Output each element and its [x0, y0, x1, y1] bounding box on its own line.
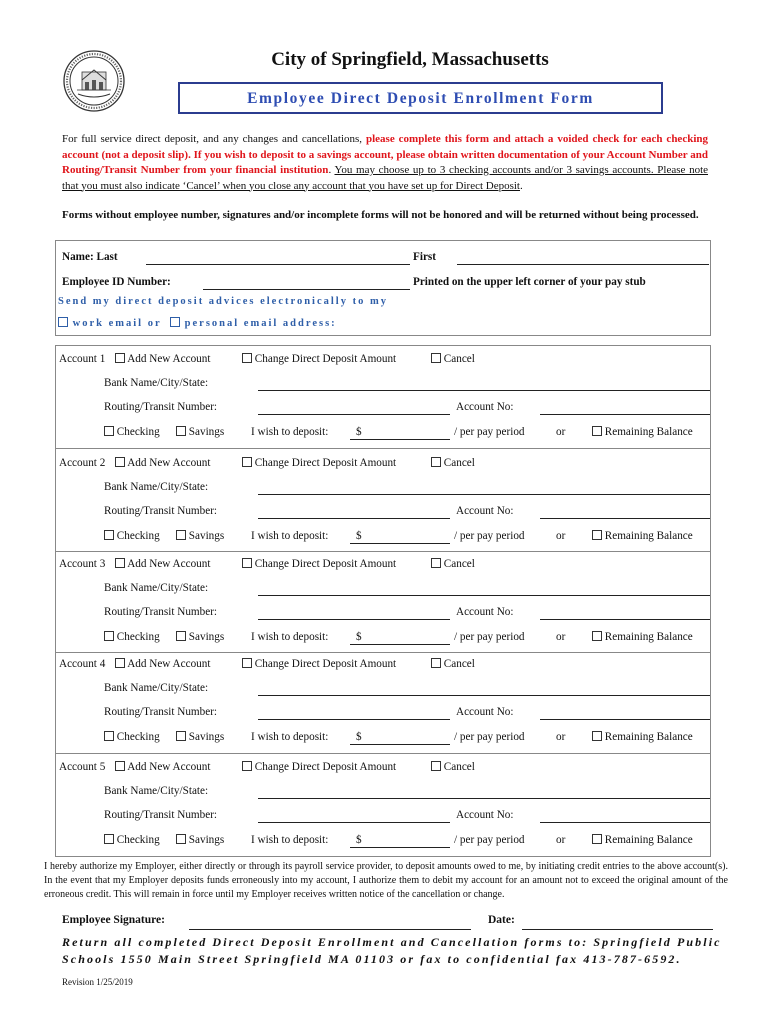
add-new-account-option[interactable]: Add New Account — [115, 353, 210, 365]
deposit-amount-field[interactable] — [350, 543, 450, 544]
work-email-label: work email or — [72, 318, 162, 329]
change-amount-checkbox[interactable] — [242, 457, 252, 467]
add-new-account-option[interactable]: Add New Account — [115, 658, 210, 670]
routing-label: Routing/Transit Number: — [104, 401, 218, 413]
form-title: Employee Direct Deposit Enrollment Form — [178, 82, 663, 114]
return-instructions — [62, 934, 722, 968]
intro-paragraph: For full service direct deposit, and any changes and cancellations, please complete this form and attach a voided check for each checking account (not a deposit slip). If you wish to deposit to a savings account, please obtain written documentation of your Account Number and Routing/Transit Number from your financial institution. You may choose up to 3 checking accounts and/or 3 savings accounts. Please note that you must also indicate ‘Cancel’ when you close any account that you have set up for Direct Deposit. — [62, 133, 709, 192]
personal-email-label: personal email address: — [184, 318, 337, 329]
cancel-checkbox[interactable] — [431, 353, 441, 363]
account-label: Account 2 — [59, 457, 106, 469]
account-number-field[interactable] — [540, 518, 710, 519]
cancel-checkbox[interactable] — [431, 658, 441, 668]
bank-name-label: Bank Name/City/State: — [104, 582, 209, 594]
account-label: Account 3 — [59, 558, 106, 570]
work-email-checkbox[interactable] — [58, 317, 68, 327]
savings-option[interactable]: Savings — [176, 731, 224, 743]
employee-id-note: Printed on the upper left corner of your pay stub — [413, 276, 646, 288]
cancel-option[interactable]: Cancel — [431, 353, 475, 365]
add-new-checkbox[interactable] — [115, 353, 125, 363]
per-pay-period-label: / per pay period — [454, 426, 525, 438]
or-label: or — [556, 834, 566, 846]
per-pay-period-label: / per pay period — [454, 631, 525, 643]
personal-email-checkbox[interactable] — [170, 317, 180, 327]
remaining-balance-option[interactable]: Remaining Balance — [592, 426, 693, 438]
checking-option[interactable]: Checking — [104, 631, 160, 643]
per-pay-period-label: / per pay period — [454, 731, 525, 743]
routing-number-field[interactable] — [258, 822, 450, 823]
per-pay-period-label: / per pay period — [454, 530, 525, 542]
cancel-option[interactable]: Cancel — [431, 457, 475, 469]
remaining-balance-checkbox[interactable] — [592, 631, 602, 641]
routing-label: Routing/Transit Number: — [104, 809, 218, 821]
routing-number-field[interactable] — [258, 518, 450, 519]
checking-checkbox[interactable] — [104, 530, 114, 540]
date-field[interactable] — [522, 929, 713, 930]
account-number-field[interactable] — [540, 822, 710, 823]
add-new-checkbox[interactable] — [115, 457, 125, 467]
bank-name-field[interactable] — [258, 595, 710, 596]
account-divider — [55, 652, 711, 653]
deposit-amount-field[interactable] — [350, 847, 450, 848]
deposit-amount-field[interactable] — [350, 644, 450, 645]
savings-option[interactable]: Savings — [176, 631, 224, 643]
remaining-balance-checkbox[interactable] — [592, 731, 602, 741]
routing-number-field[interactable] — [258, 719, 450, 720]
cancel-checkbox[interactable] — [431, 761, 441, 771]
cancel-checkbox[interactable] — [431, 558, 441, 568]
bank-name-label: Bank Name/City/State: — [104, 377, 209, 389]
remaining-balance-option[interactable]: Remaining Balance — [592, 834, 693, 846]
or-label: or — [556, 631, 566, 643]
remaining-balance-option[interactable]: Remaining Balance — [592, 631, 693, 643]
savings-checkbox[interactable] — [176, 731, 186, 741]
remaining-balance-option[interactable]: Remaining Balance — [592, 530, 693, 542]
bank-name-label: Bank Name/City/State: — [104, 785, 209, 797]
per-pay-period-label: / per pay period — [454, 834, 525, 846]
change-amount-option[interactable]: Change Direct Deposit Amount — [242, 457, 396, 469]
savings-checkbox[interactable] — [176, 530, 186, 540]
savings-option[interactable]: Savings — [176, 426, 224, 438]
checking-checkbox[interactable] — [104, 731, 114, 741]
account-no-label: Account No: — [456, 706, 514, 718]
deposit-amount-label: I wish to deposit: — [251, 530, 329, 542]
deposit-amount-field[interactable] — [350, 439, 450, 440]
add-new-checkbox[interactable] — [115, 658, 125, 668]
email-prompt: Send my direct deposit advices electronically to my — [58, 296, 388, 307]
or-label: or — [556, 731, 566, 743]
add-new-checkbox[interactable] — [115, 558, 125, 568]
savings-option[interactable]: Savings — [176, 530, 224, 542]
account-divider — [55, 551, 711, 552]
routing-label: Routing/Transit Number: — [104, 505, 218, 517]
account-label: Account 1 — [59, 353, 106, 365]
add-new-account-option[interactable]: Add New Account — [115, 761, 210, 773]
cancel-option[interactable]: Cancel — [431, 658, 475, 670]
bank-name-label: Bank Name/City/State: — [104, 682, 209, 694]
checking-checkbox[interactable] — [104, 631, 114, 641]
change-amount-checkbox[interactable] — [242, 353, 252, 363]
email-options — [58, 317, 337, 329]
employee-id-label: Employee ID Number: — [62, 276, 171, 288]
cancel-option[interactable]: Cancel — [431, 558, 475, 570]
cancel-option[interactable]: Cancel — [431, 761, 475, 773]
last-name-field[interactable] — [146, 264, 410, 265]
change-amount-checkbox[interactable] — [242, 558, 252, 568]
add-new-checkbox[interactable] — [115, 761, 125, 771]
account-divider — [55, 448, 711, 449]
cancel-checkbox[interactable] — [431, 457, 441, 467]
signature-label: Employee Signature: — [62, 914, 165, 926]
change-amount-option[interactable]: Change Direct Deposit Amount — [242, 761, 396, 773]
bank-name-field[interactable] — [258, 494, 710, 495]
city-seal-icon — [63, 50, 125, 112]
page-title: City of Springfield, Massachusetts — [271, 49, 549, 70]
remaining-balance-option[interactable]: Remaining Balance — [592, 731, 693, 743]
or-label: or — [556, 530, 566, 542]
checking-option[interactable]: Checking — [104, 834, 160, 846]
return-line-2: Schools 1550 Main Street Springfield MA 01103 or fax to confidential fax 413-787-6592. — [62, 952, 682, 966]
bank-name-field[interactable] — [258, 798, 710, 799]
employee-id-field[interactable] — [203, 289, 410, 290]
account-no-label: Account No: — [456, 809, 514, 821]
change-amount-checkbox[interactable] — [242, 658, 252, 668]
routing-label: Routing/Transit Number: — [104, 706, 218, 718]
account-no-label: Account No: — [456, 606, 514, 618]
routing-label: Routing/Transit Number: — [104, 606, 218, 618]
account-number-field[interactable] — [540, 414, 710, 415]
checking-checkbox[interactable] — [104, 834, 114, 844]
add-new-account-option[interactable]: Add New Account — [115, 558, 210, 570]
accounts-box — [55, 345, 711, 857]
bank-name-field[interactable] — [258, 390, 710, 391]
signature-field[interactable] — [189, 929, 471, 930]
deposit-amount-field[interactable] — [350, 744, 450, 745]
change-amount-option[interactable]: Change Direct Deposit Amount — [242, 658, 396, 670]
warning-text: Forms without employee number, signatures and/or incomplete forms will not be honored and will be returned without being processed. — [62, 209, 699, 221]
checking-option[interactable]: Checking — [104, 731, 160, 743]
account-no-label: Account No: — [456, 505, 514, 517]
dollar-sign: $ — [356, 731, 362, 743]
change-amount-checkbox[interactable] — [242, 761, 252, 771]
account-number-field[interactable] — [540, 619, 710, 620]
checking-option[interactable]: Checking — [104, 530, 160, 542]
or-label: or — [556, 426, 566, 438]
add-new-account-option[interactable]: Add New Account — [115, 457, 210, 469]
change-amount-option[interactable]: Change Direct Deposit Amount — [242, 558, 396, 570]
savings-option[interactable]: Savings — [176, 834, 224, 846]
savings-checkbox[interactable] — [176, 834, 186, 844]
date-label: Date: — [488, 914, 515, 926]
account-label: Account 5 — [59, 761, 106, 773]
dollar-sign: $ — [356, 530, 362, 542]
routing-number-field[interactable] — [258, 414, 450, 415]
dollar-sign: $ — [356, 426, 362, 438]
first-name-field[interactable] — [457, 264, 709, 265]
return-line-1: Return all completed Direct Deposit Enrollment and Cancellation forms to: Springfield Public — [62, 935, 722, 949]
name-last-label: Name: Last — [62, 251, 118, 263]
deposit-amount-label: I wish to deposit: — [251, 631, 329, 643]
remaining-balance-checkbox[interactable] — [592, 426, 602, 436]
account-label: Account 4 — [59, 658, 106, 670]
dollar-sign: $ — [356, 834, 362, 846]
bank-name-field[interactable] — [258, 695, 710, 696]
checking-checkbox[interactable] — [104, 426, 114, 436]
deposit-amount-label: I wish to deposit: — [251, 731, 329, 743]
first-name-label: First — [413, 251, 436, 263]
dollar-sign: $ — [356, 631, 362, 643]
remaining-balance-checkbox[interactable] — [592, 834, 602, 844]
checking-option[interactable]: Checking — [104, 426, 160, 438]
deposit-amount-label: I wish to deposit: — [251, 834, 329, 846]
account-divider — [55, 753, 711, 754]
remaining-balance-checkbox[interactable] — [592, 530, 602, 540]
bank-name-label: Bank Name/City/State: — [104, 481, 209, 493]
deposit-amount-label: I wish to deposit: — [251, 426, 329, 438]
change-amount-option[interactable]: Change Direct Deposit Amount — [242, 353, 396, 365]
account-number-field[interactable] — [540, 719, 710, 720]
authorization-text: I hereby authorize my Employer, either directly or through its payroll service provider, to deposit amounts owed to me, by initiating credit entries to the above account(s). In the event that my Employer deposits funds erroneously into my account, I authorize them to debit my account for an amount not to exceed the original amount of the erroneous credit. This will remain in force until my Employer receives written notice of the cancellation or change. — [44, 861, 728, 900]
revision-date: Revision 1/25/2019 — [62, 977, 133, 987]
savings-checkbox[interactable] — [176, 426, 186, 436]
account-no-label: Account No: — [456, 401, 514, 413]
savings-checkbox[interactable] — [176, 631, 186, 641]
routing-number-field[interactable] — [258, 619, 450, 620]
